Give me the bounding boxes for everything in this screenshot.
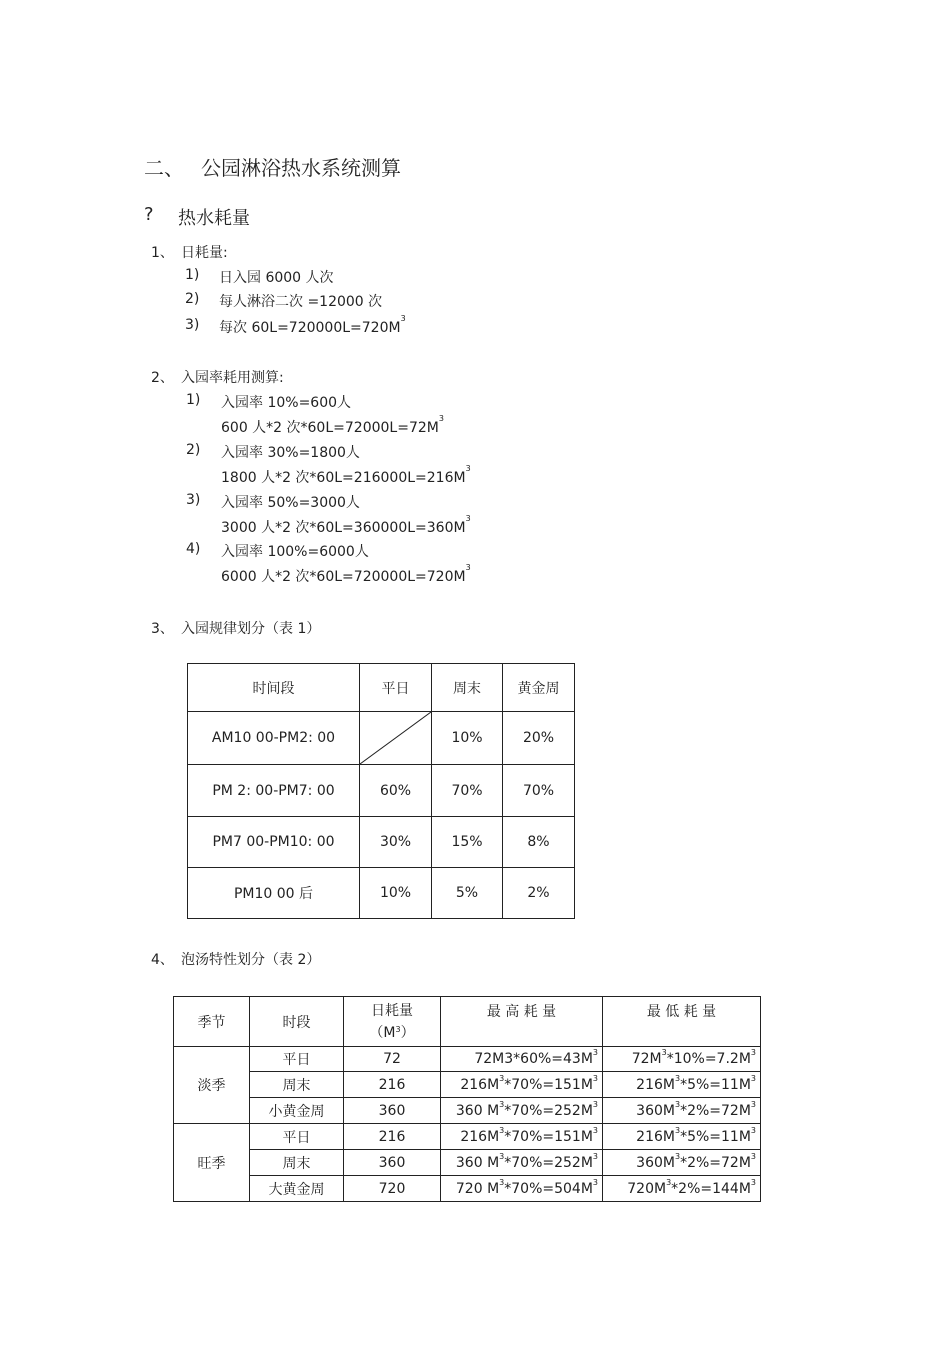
header-max: 最 高 耗 量 [441, 997, 603, 1047]
section-title: 公园淋浴热水系统测算 [201, 156, 401, 180]
s2-title: 入园率耗用测算: [181, 370, 284, 386]
table-header-row [174, 997, 761, 1047]
time-cell: PM7 00-PM10: 00 [188, 817, 360, 868]
table-row [188, 765, 575, 817]
diagonal-line [360, 712, 431, 764]
table-row [188, 712, 575, 765]
header-period: 时段 [250, 997, 344, 1047]
max-cell: 360 $M^3*70\%=252M^3$ [441, 1150, 603, 1176]
s1-title: 日耗量: [181, 245, 228, 261]
daily-cell: 72 [344, 1047, 441, 1072]
daily-cell: 360 [344, 1150, 441, 1176]
period-cell: 周末 [250, 1150, 344, 1176]
table-row [174, 1098, 761, 1124]
s3-title: 入园规律划分（表 1） [181, 621, 321, 637]
min-cell: $360M^3*2\%=72M^3$ [603, 1098, 761, 1124]
min-cell: $216M^3*5\%=11M^3$ [603, 1072, 761, 1098]
header-season: 季节 [174, 997, 250, 1047]
value-cell: 2% [503, 868, 575, 919]
s2-number: 2、 [151, 370, 174, 386]
value-cell: 15% [432, 817, 503, 868]
max-cell: 720 $M^3*70\%=504M^3$ [441, 1176, 603, 1202]
header-cell: 平日 [360, 664, 432, 712]
s2-item-num: 1) [186, 392, 201, 408]
max-cell: $216M^3*70\%=151M^3$ [441, 1072, 603, 1098]
s2-item-line1: 入园率 100%=6000人 [221, 544, 369, 560]
s1-item-num: 1) [185, 267, 200, 283]
table-row [188, 817, 575, 868]
value-cell: 20% [503, 712, 575, 765]
table-row [174, 1150, 761, 1176]
season-cell: 淡季 [174, 1047, 250, 1124]
s1-item-text: 每人淋浴二次 =12000 次 [219, 294, 383, 310]
daily-cell: 360 [344, 1098, 441, 1124]
table-row [174, 1176, 761, 1202]
s1-item-text: 每次 $60L=720000L=720M^3$ [219, 314, 406, 336]
s2-item-line2: 3000 人*2 次$*60L=360000L=360M^3$ [221, 514, 471, 536]
s2-item-line2: 1800 人*2 次$*60L=216000L=216M^3$ [221, 464, 471, 486]
s2-item-line1: 入园率 10%=600人 [221, 395, 352, 411]
value-cell: 8% [503, 817, 575, 868]
s2-item-num: 2) [186, 442, 201, 458]
table-header-row [188, 664, 575, 712]
max-cell: $216M^3*70\%=151M^3$ [441, 1124, 603, 1150]
daily-cell: 216 [344, 1072, 441, 1098]
table-row [188, 868, 575, 919]
value-cell: 70% [432, 765, 503, 817]
table-row [174, 1047, 761, 1072]
table-row [174, 1124, 761, 1150]
header-min: 最 低 耗 量 [603, 997, 761, 1047]
s2-item-line2: 6000 人*2 次$*60L=720000L=720M^3$ [221, 563, 471, 585]
s1-item-text: 日入园 6000 人次 [219, 270, 334, 286]
max-cell: $72M3*60\%=43M^3$ [441, 1047, 603, 1072]
period-cell: 平日 [250, 1124, 344, 1150]
max-cell: 360 $M^3*70\%=252M^3$ [441, 1098, 603, 1124]
s4-number: 4、 [151, 952, 174, 968]
header-cell: 黄金周 [503, 664, 575, 712]
min-cell: $720M^3*2\%=144M^3$ [603, 1176, 761, 1202]
period-cell: 平日 [250, 1047, 344, 1072]
visit-pattern-table [187, 663, 575, 919]
period-cell: 大黄金周 [250, 1176, 344, 1202]
time-cell: PM10 00 后 [188, 868, 360, 919]
time-cell: PM 2: 00-PM7: 00 [188, 765, 360, 817]
season-cell: 旺季 [174, 1124, 250, 1202]
subtitle: 热水耗量 [178, 208, 250, 229]
value-cell: 5% [432, 868, 503, 919]
period-cell: 周末 [250, 1072, 344, 1098]
min-cell: $72M^3*10\%=7.2M^3$ [603, 1047, 761, 1072]
s2-item-num: 3) [186, 492, 201, 508]
daily-cell: 216 [344, 1124, 441, 1150]
table-row [174, 1072, 761, 1098]
value-cell: 10% [432, 712, 503, 765]
header-daily: 日耗量 $(M^3)$ [344, 997, 441, 1047]
value-cell: 30% [360, 817, 432, 868]
s2-item-line2: 600 人*2 次$*60L=72000L=72M^3$ [221, 414, 444, 436]
daily-cell: 720 [344, 1176, 441, 1202]
min-cell: $360M^3*2\%=72M^3$ [603, 1150, 761, 1176]
subtitle-bullet: ? [144, 204, 154, 225]
period-cell: 小黄金周 [250, 1098, 344, 1124]
s1-number: 1、 [151, 245, 174, 261]
bath-usage-table [173, 996, 761, 1202]
time-cell: AM10 00-PM2: 00 [188, 712, 360, 765]
value-cell: 10% [360, 868, 432, 919]
s2-item-num: 4) [186, 541, 201, 557]
value-cell: 60% [360, 765, 432, 817]
s3-number: 3、 [151, 621, 174, 637]
s2-item-line1: 入园率 30%=1800人 [221, 445, 360, 461]
header-cell: 周末 [432, 664, 503, 712]
value-cell: 70% [503, 765, 575, 817]
header-cell: 时间段 [188, 664, 360, 712]
s2-item-line1: 入园率 50%=3000人 [221, 495, 360, 511]
diagonal-cell [360, 712, 432, 765]
s1-item-num: 3) [185, 317, 200, 333]
s1-item-num: 2) [185, 291, 200, 307]
section-number: 二、 [144, 156, 184, 180]
s4-title: 泡汤特性划分（表 2） [181, 952, 321, 968]
min-cell: $216M^3*5\%=11M^3$ [603, 1124, 761, 1150]
